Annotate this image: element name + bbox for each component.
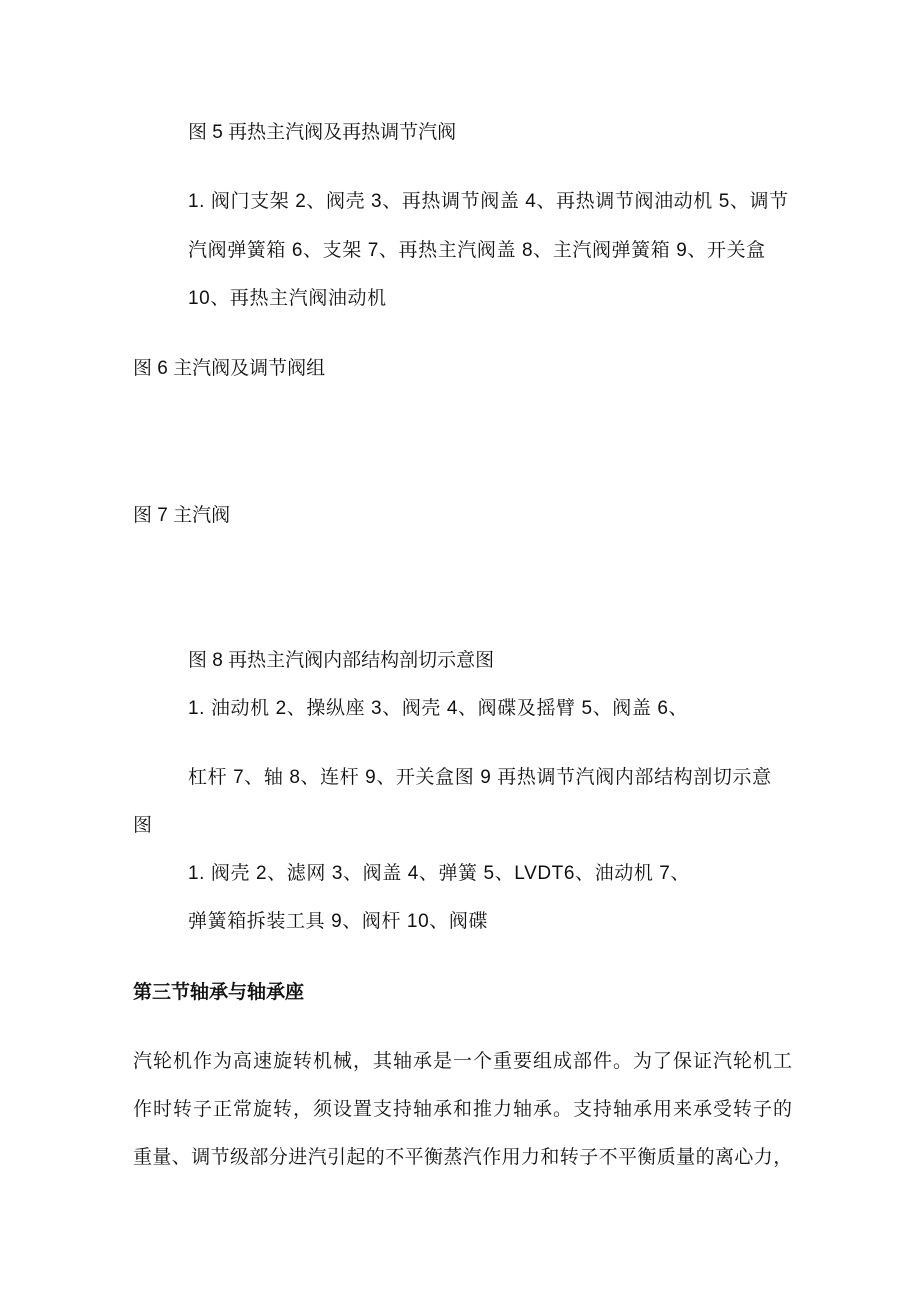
- figure-5-legend-line: 10、再热主汽阀油动机: [188, 288, 387, 309]
- figure-5-legend-line: 1. 阀门支架 2、阀壳 3、再热调节阀盖 4、再热调节阀油动机 5、调节: [188, 191, 789, 212]
- figure-6-caption: 图 6 主汽阀及调节阀组: [133, 358, 326, 379]
- section-heading: 第三节轴承与轴承座: [133, 982, 305, 1003]
- figure-5-caption: 图 5 再热主汽阀及再热调节汽阀: [188, 122, 457, 143]
- figure-9-caption-continued: 图: [133, 815, 153, 836]
- figure-9-legend-line: 弹簧箱拆装工具 9、阀杆 10、阀碟: [188, 911, 489, 932]
- figure-8-legend-line: 1. 油动机 2、操纵座 3、阀壳 4、阀碟及摇臂 5、阀盖 6、: [188, 698, 689, 719]
- figure-9-legend-line: 1. 阀壳 2、滤网 3、阀盖 4、弹簧 5、LVDT6、油动机 7、: [188, 863, 691, 884]
- body-text-line: 作时转子正常旋转，须设置支持轴承和推力轴承。支持轴承用来承受转子的: [133, 1099, 794, 1120]
- figure-8-legend-line: 杠杆 7、轴 8、连杆 9、开关盒图 9 再热调节汽阀内部结构剖切示意: [188, 767, 772, 788]
- body-text-line: 汽轮机作为高速旋转机械，其轴承是一个重要组成部件。为了保证汽轮机工: [133, 1051, 794, 1072]
- figure-5-legend-line: 汽阀弹簧箱 6、支架 7、再热主汽阀盖 8、主汽阀弹簧箱 9、开关盒: [188, 240, 766, 261]
- body-text-line: 重量、调节级部分进汽引起的不平衡蒸汽作用力和转子不平衡质量的离心力，: [133, 1147, 793, 1168]
- figure-7-caption: 图 7 主汽阀: [133, 505, 231, 526]
- figure-8-caption: 图 8 再热主汽阀内部结构剖切示意图: [188, 650, 495, 671]
